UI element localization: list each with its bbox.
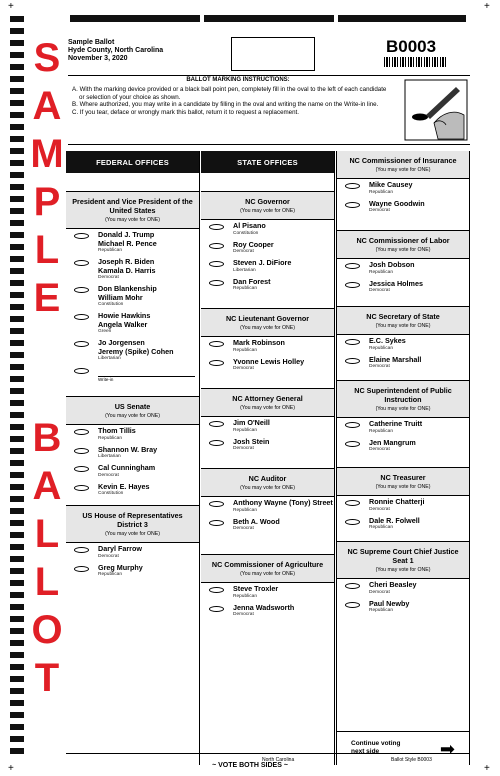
timing-mark [10,148,24,154]
contest-secretary-state-head: NC Secretary of State (You may vote for ONE) [337,306,469,335]
contest-labor-head: NC Commissioner of Labor (You may vote for ONE) [337,230,469,259]
timing-mark [10,472,24,478]
timing-mark [10,76,24,82]
contest-attorney-general [201,417,334,454]
contest-secretary-state [337,335,469,372]
candidate-row[interactable]: Roy Cooper Democrat [201,239,334,258]
timing-mark [10,340,24,346]
candidate-row[interactable]: Steven J. DiFiore Libertarian [201,257,334,276]
timing-mark [10,304,24,310]
candidate-row[interactable]: Howie Hawkins Angela Walker Green [66,310,199,337]
candidate-row[interactable]: Elaine Marshall Democrat [337,354,469,373]
arrow-right-icon: ➡ [439,739,455,759]
timing-mark [10,724,24,730]
timing-mark [10,208,24,214]
oval[interactable] [345,583,360,589]
contest-house [66,543,199,580]
candidate-row[interactable]: Don Blankenship William Mohr Constitution [66,283,199,310]
timing-mark [10,640,24,646]
timing-mark [10,40,24,46]
timing-mark [10,112,24,118]
instruction-b: B. Where authorized, you may write in a candidate by filling in the oval and writing the name on the Write-in line. [72,101,379,109]
header-title: Sample Ballot [68,39,115,46]
contest-insurance [337,179,469,216]
contest-lt-governor [201,337,334,374]
sample-letter: L [34,228,60,272]
timing-mark [10,712,24,718]
oval[interactable] [74,341,89,347]
corner-mark-icon: + [8,1,14,12]
oval[interactable] [74,260,89,266]
contest-president [66,229,199,382]
sample-letter: T [34,656,60,700]
sample-letter: S [33,36,61,80]
oval[interactable] [209,280,224,286]
candidate-row[interactable]: Al Pisano Constitution [201,220,334,239]
timing-mark [10,52,24,58]
timing-mark [10,16,24,22]
oval[interactable] [209,440,224,446]
contest-governor-head: NC Governor (You may vote for ONE) [201,191,334,220]
candidate-row[interactable]: Steve Troxler Republican [201,583,334,602]
timing-mark [10,496,24,502]
candidate-row[interactable]: Mark Robinson Republican [201,337,334,356]
contest-house-head: US House of Representatives District 3 (You may vote for ONE) [66,505,199,543]
timing-mark [10,184,24,190]
timing-mark [10,256,24,262]
timing-mark [10,88,24,94]
contest-senate-head: US Senate (You may vote for ONE) [66,396,199,425]
oval[interactable] [345,358,360,364]
timing-mark [10,688,24,694]
sample-letter: B [32,416,62,460]
candidate-row[interactable]: E.C. Sykes Republican [337,335,469,354]
timing-mark [10,532,24,538]
barcode-icon [384,57,446,67]
oval[interactable] [209,606,224,612]
header-county: Hyde County, North Carolina [68,47,164,54]
contest-superintendent [337,418,469,455]
corner-mark-icon: + [8,763,14,774]
candidate-row[interactable]: Shannon W. Bray Libertarian [66,444,199,463]
contest-senate [66,425,199,499]
timing-mark [10,748,24,754]
sample-letter: P [33,180,61,224]
contest-governor [201,220,334,294]
candidate-row[interactable]: Yvonne Lewis Holley Democrat [201,356,334,375]
footer-state: North Carolina [262,757,295,763]
oval[interactable] [209,501,224,507]
top-timing-bar [66,15,470,22]
candidate-row[interactable]: Cal Cunningham Democrat [66,462,199,481]
contest-treasurer [337,496,469,533]
candidate-row[interactable]: Jo Jorgensen Jeremy (Spike) Cohen Libertarian [66,337,199,364]
oval[interactable] [74,233,89,239]
instruction-c: C. If you tear, deface or wrongly mark this ballot, return it to request a replacement. [72,108,299,116]
timing-mark [10,124,24,130]
contest-attorney-general-head: NC Attorney General (You may vote for ONE) [201,388,334,417]
timing-mark [10,376,24,382]
timing-mark [10,172,24,178]
candidate-row[interactable]: Daryl Farrow Democrat [66,543,199,562]
oval[interactable] [74,287,89,293]
timing-mark [10,460,24,466]
contest-president-head: President and Vice President of the United States (You may vote for ONE) [66,191,199,229]
oval[interactable] [345,441,360,447]
sample-letter: M [30,132,64,176]
oval[interactable] [74,314,89,320]
marking-instructions [68,75,470,145]
timing-mark [10,232,24,238]
timing-mark [10,736,24,742]
timing-mark [10,676,24,682]
timing-mark [10,484,24,490]
oval[interactable] [209,587,224,593]
vote-both-sides: ~ VOTE BOTH SIDES ~ [212,762,288,769]
candidate-row[interactable]: Jen Mangrum Democrat [337,437,469,456]
contest-labor [337,259,469,296]
candidate-row[interactable]: Donald J. Trump Michael R. Pence Republican [66,229,199,256]
timing-mark [10,220,24,226]
timing-mark [10,700,24,706]
timing-mark [10,64,24,70]
candidate-row[interactable]: Greg Murphy Republican [66,562,199,581]
continue-text: Continue voting next side [351,740,401,755]
oval[interactable] [74,547,89,553]
state-column-2 [336,151,470,765]
candidate-row[interactable]: Jenna Wadsworth Democrat [201,602,334,621]
candidate-row[interactable]: Thom Tillis Republican [66,425,199,444]
candidate-row[interactable]: Catherine Truitt Republican [337,418,469,437]
timing-mark [10,436,24,442]
hand-pen-icon [404,79,468,141]
timing-mark [10,316,24,322]
timing-mark [10,400,24,406]
oval[interactable] [74,566,89,572]
timing-mark [10,664,24,670]
oval[interactable] [74,448,89,454]
contest-supreme-court [337,579,469,616]
oval[interactable] [345,183,360,189]
timing-mark [10,28,24,34]
contest-treasurer-head: NC Treasurer (You may vote for ONE) [337,467,469,496]
oval[interactable] [345,263,360,269]
candidate-row[interactable]: Dan Forest Republican [201,276,334,295]
timing-mark [10,100,24,106]
contest-auditor-head: NC Auditor (You may vote for ONE) [201,468,334,497]
oval[interactable] [74,466,89,472]
candidate-row[interactable]: Paul Newby Republican [337,598,469,617]
sample-letter: E [33,276,61,320]
oval[interactable] [74,368,89,374]
candidate-row[interactable]: Jessica Holmes Democrat [337,278,469,297]
timing-mark [10,328,24,334]
timing-mark [10,448,24,454]
candidate-row[interactable]: Joseph R. Biden Kamala D. Harris Democrat [66,256,199,283]
oval[interactable] [74,485,89,491]
timing-mark [10,388,24,394]
timing-mark [10,520,24,526]
candidate-row[interactable]: Mike Causey Republican [337,179,469,198]
timing-mark [10,580,24,586]
oval[interactable] [209,261,224,267]
ballot-header [68,39,163,63]
timing-mark [10,244,24,250]
candidate-row[interactable]: Anthony Wayne (Tony) Street Republican [201,497,334,516]
timing-mark [10,292,24,298]
timing-mark [10,604,24,610]
timing-mark [10,556,24,562]
timing-mark [10,592,24,598]
oval[interactable] [209,224,224,230]
oval[interactable] [209,520,224,526]
timing-mark [10,352,24,358]
oval[interactable] [345,339,360,345]
oval[interactable] [345,519,360,525]
contest-superintendent-head: NC Superintendent of Public Instruction (You may vote for ONE) [337,380,469,418]
oval[interactable] [345,602,360,608]
sample-letter: O [31,608,63,652]
timing-mark [10,544,24,550]
writein-row[interactable]: Write-in [66,364,199,382]
corner-mark-icon: + [484,1,490,12]
contest-insurance-head: NC Commissioner of Insurance (You may vote for ONE) [337,151,469,179]
state-column [201,151,335,765]
state-header: STATE OFFICES [201,151,334,173]
sample-letter: A [32,84,62,128]
timing-mark [10,508,24,514]
ballot-id: B0003 [386,37,437,56]
instructions-title: BALLOT MARKING INSTRUCTIONS: [186,77,290,83]
corner-mark-icon: + [484,763,490,774]
timing-mark [10,652,24,658]
timing-mark [10,196,24,202]
timing-marks [10,16,32,761]
sample-letter: A [32,464,62,508]
instruction-a: A. With the marking device provided or a black ball point pen, completely fill in the oval to the left of each candidate or selection of your choice as shown. [72,86,387,101]
contest-agriculture-head: NC Commissioner of Agriculture (You may vote for ONE) [201,554,334,583]
oval[interactable] [209,421,224,427]
timing-mark [10,136,24,142]
federal-column [66,151,200,765]
candidate-row[interactable]: Beth A. Wood Democrat [201,516,334,535]
candidate-row[interactable]: Wayne Goodwin Democrat [337,198,469,217]
contest-lt-governor-head: NC Lieutenant Governor (You may vote for ONE) [201,308,334,337]
oval[interactable] [209,243,224,249]
oval[interactable] [209,341,224,347]
timing-mark [10,568,24,574]
oval[interactable] [345,282,360,288]
candidate-row[interactable]: Kevin E. Hayes Constitution [66,481,199,500]
footer-ballot-style: Ballot Style B0003 [391,757,432,763]
contest-auditor [201,497,334,534]
timing-mark [10,364,24,370]
candidate-row[interactable]: Jim O'Neill Republican [201,417,334,436]
candidate-row[interactable]: Dale R. Folwell Republican [337,515,469,534]
timing-mark [10,424,24,430]
timing-mark [10,268,24,274]
timing-mark [10,616,24,622]
oval[interactable] [345,202,360,208]
oval[interactable] [345,500,360,506]
ballot-sheet [66,15,470,765]
timing-mark [10,628,24,634]
oval[interactable] [345,422,360,428]
sample-letter: L [34,560,60,604]
oval[interactable] [74,429,89,435]
candidate-row[interactable]: Josh Dobson Republican [337,259,469,278]
sample-letter: L [34,512,60,556]
contest-supreme-court-head: NC Supreme Court Chief Justice Seat 1 (You may vote for ONE) [337,541,469,579]
federal-header: FEDERAL OFFICES [66,151,199,173]
oval[interactable] [209,360,224,366]
candidate-row[interactable]: Cheri Beasley Democrat [337,579,469,598]
timing-mark [10,280,24,286]
candidate-row[interactable]: Ronnie Chatterji Democrat [337,496,469,515]
candidate-row[interactable]: Josh Stein Democrat [201,436,334,455]
timing-mark [10,412,24,418]
header-date: November 3, 2020 [68,55,128,62]
contest-agriculture [201,583,334,620]
stamp-box [231,37,315,71]
timing-mark [10,160,24,166]
